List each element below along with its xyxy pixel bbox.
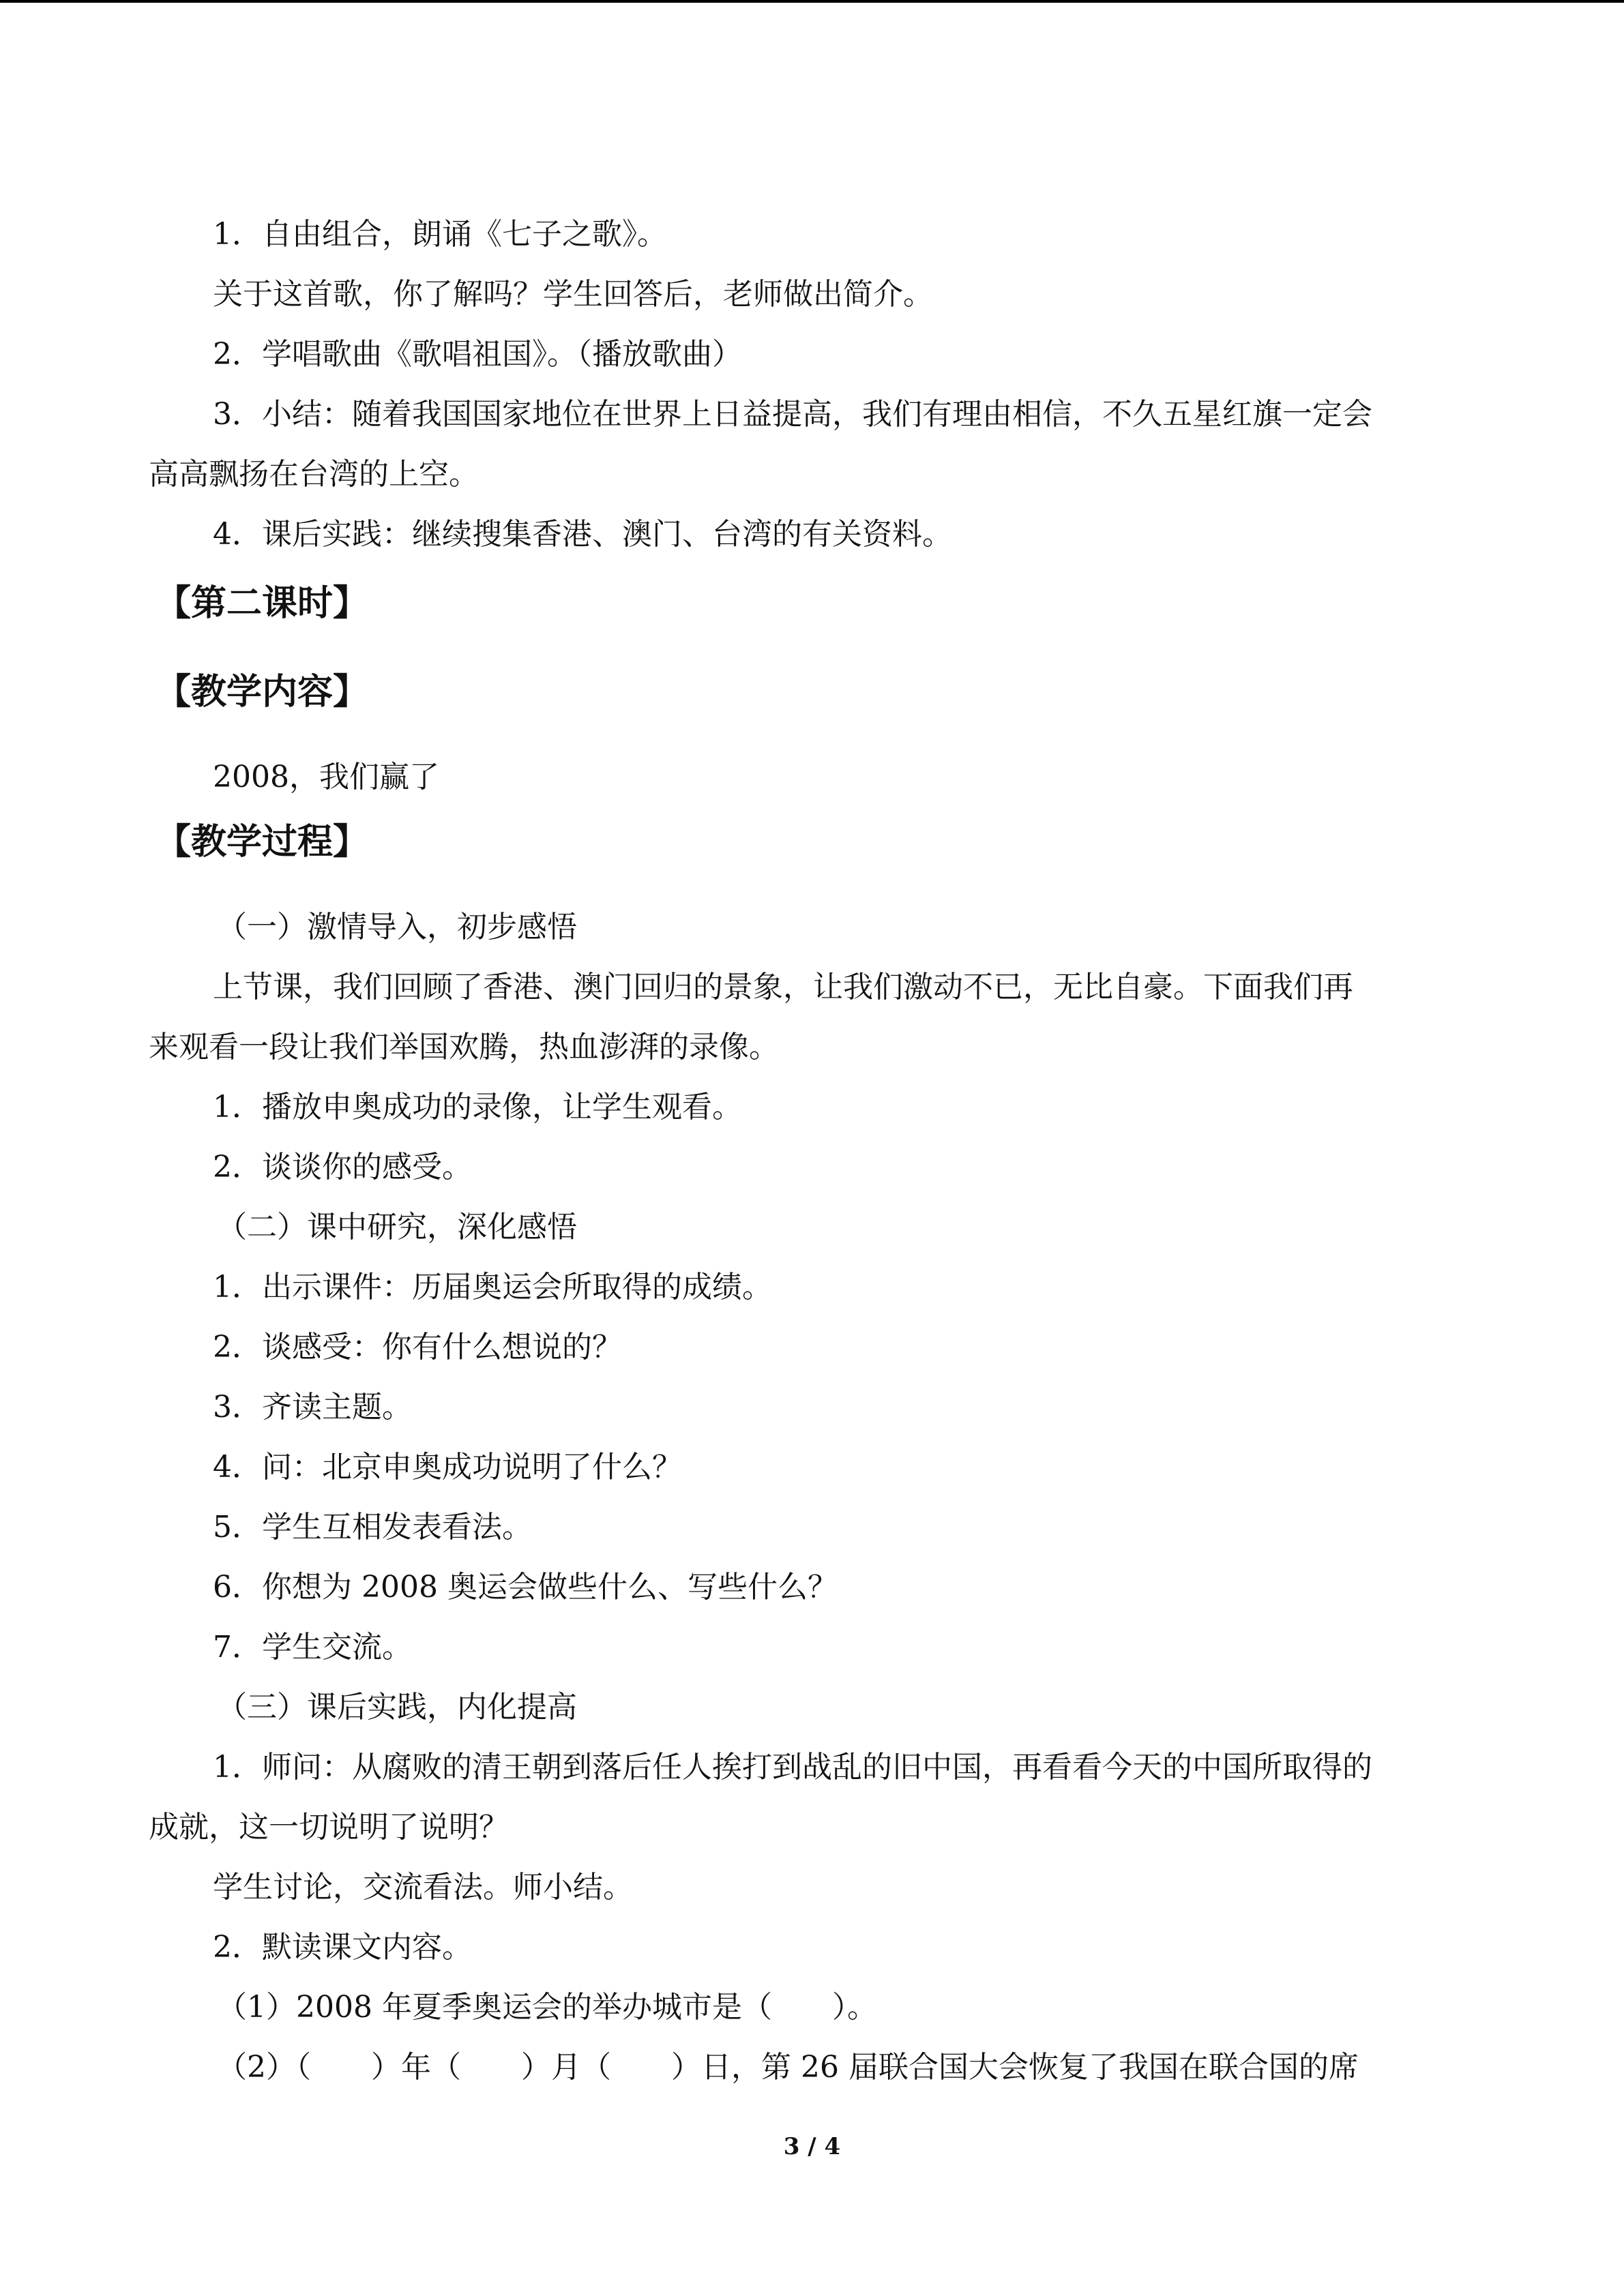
text-line: （2）（ ）年（ ）月（ ）日，第 26 届联合国大会恢复了我国在联合国的席 (217, 2050, 1359, 2085)
text-line: 1．播放申奥成功的录像，让学生观看。 (213, 1090, 742, 1124)
text-line: 1．自由组合，朗诵《七子之歌》。 (213, 217, 667, 252)
text-line: 5．学生互相发表看法。 (213, 1510, 532, 1545)
text-line: 2．谈谈你的感受。 (213, 1150, 472, 1184)
text-line: 7．学生交流。 (213, 1630, 412, 1665)
text-line: 4．问：北京申奥成功说明了什么？ (213, 1450, 682, 1485)
text-line: 成就，这一切说明了说明？ (149, 1810, 509, 1845)
text-line: 高高飘扬在台湾的上空。 (149, 457, 479, 492)
section-title: （一）激情导入，初步感悟 (217, 910, 577, 944)
text-line: 4．课后实践：继续搜集香港、澳门、台湾的有关资料。 (213, 517, 952, 552)
content-text: 2008，我们赢了 (213, 760, 439, 794)
text-line: 6．你想为 2008 奥运会做些什么、写些什么？ (213, 1570, 838, 1605)
section-title: （二）课中研究，深化感悟 (217, 1210, 577, 1244)
text-line: 1．师问：从腐败的清王朝到落后任人挨打到战乱的旧中国，再看看今天的中国所取得的 (213, 1750, 1372, 1785)
text-line: 2．学唱歌曲《歌唱祖国》。（播放歌曲） (213, 337, 742, 372)
section-title: （三）课后实践，内化提高 (217, 1690, 577, 1725)
text-line: 关于这首歌，你了解吗？学生回答后，老师做出简介。 (213, 277, 933, 312)
text-line: 2．谈感受：你有什么想说的？ (213, 1330, 622, 1365)
heading-period: 【第二课时】 (156, 583, 369, 624)
text-line: （1）2008 年夏季奥运会的举办城市是（ ）。 (217, 1990, 877, 2025)
text-line: 3．小结：随着我国国家地位在世界上日益提高，我们有理由相信，不久五星红旗一定会 (213, 397, 1372, 432)
text-line: 2．默读课文内容。 (213, 1930, 472, 1965)
text-line: 学生讨论，交流看法。师小结。 (213, 1870, 633, 1905)
top-border-rule (0, 0, 1624, 3)
text-line: 来观看一段让我们举国欢腾，热血澎湃的录像。 (149, 1030, 779, 1064)
heading-process: 【教学过程】 (156, 822, 369, 863)
heading-content: 【教学内容】 (156, 672, 369, 713)
text-line: 上节课，我们回顾了香港、澳门回归的景象，让我们激动不已，无比自豪。下面我们再 (213, 970, 1353, 1004)
text-line: 3．齐读主题。 (213, 1390, 412, 1425)
page-number: 3 / 4 (783, 2133, 841, 2160)
text-line: 1．出示课件：历届奥运会所取得的成绩。 (213, 1270, 772, 1304)
